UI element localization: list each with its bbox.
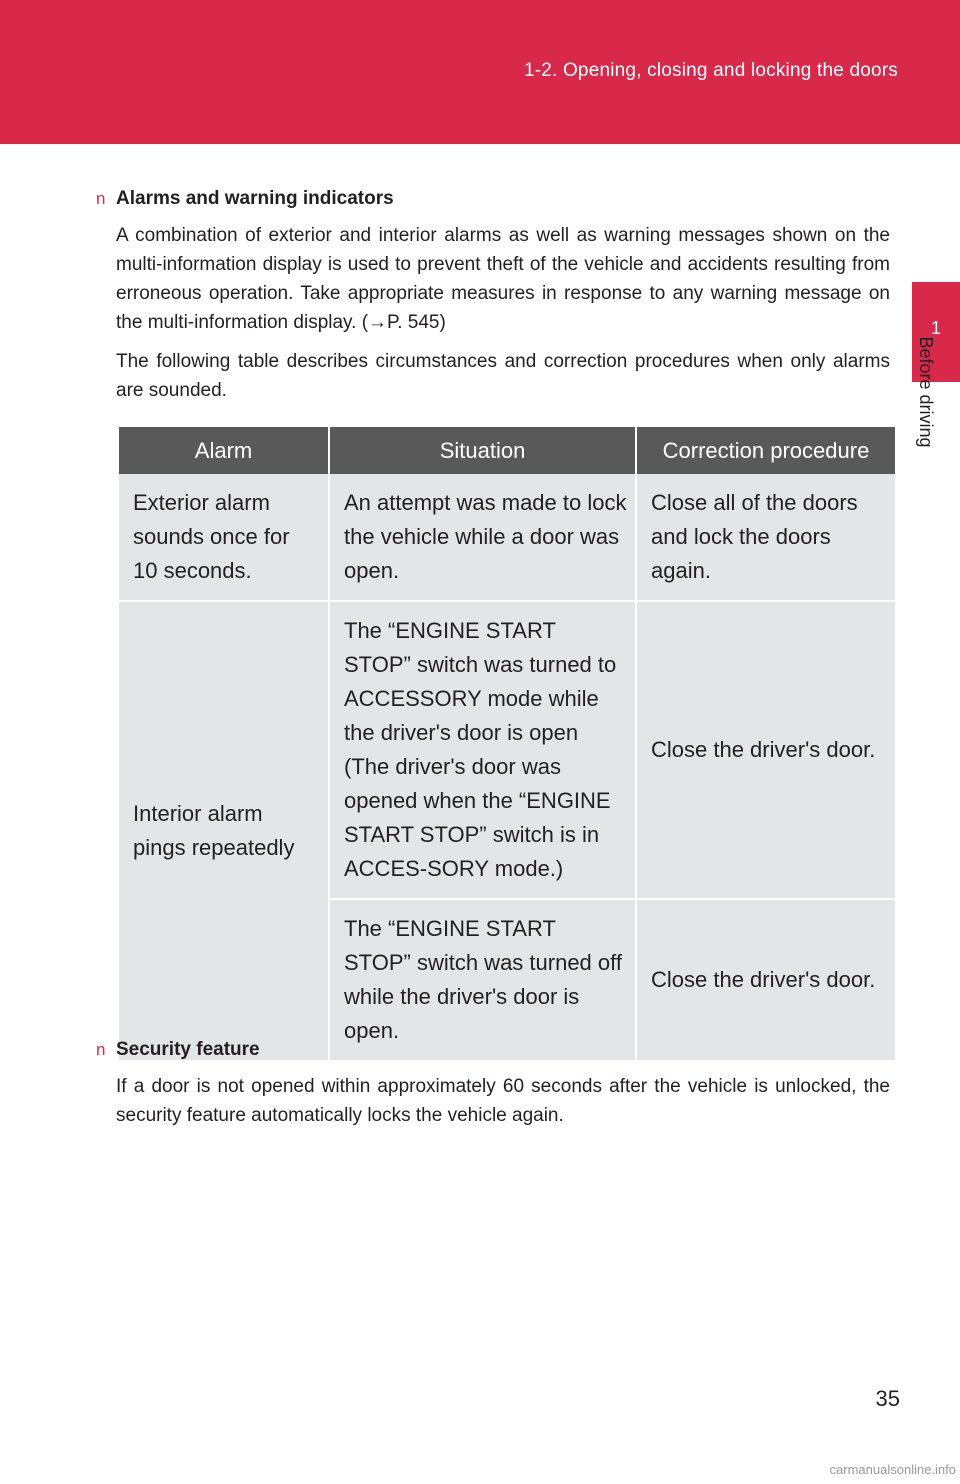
table-cell-correction: Close the driver's door.: [636, 601, 895, 899]
table-row: [119, 474, 895, 601]
table-cell-alarm: Exterior alarm sounds once for 10 seconds.: [119, 474, 329, 601]
table-cell-situation: An attempt was made to lock the vehicle while a door was open.: [329, 474, 636, 601]
chapter-number: 1: [930, 318, 941, 338]
table-cell-situation: The “ENGINE START STOP” switch was turned off while the driver's door is open.: [329, 899, 636, 1061]
square-bullet-icon: n: [96, 189, 106, 208]
section-heading: [96, 1038, 890, 1062]
table-cell-correction: Close the driver's door.: [636, 899, 895, 1061]
page-number: 35: [875, 1386, 900, 1411]
chapter-title: 1-2. Opening, closing and locking the doors: [523, 60, 898, 81]
column-header: Alarm: [119, 427, 329, 474]
paragraph: The following table describes circumstances and correction procedures when only alarms are sounded.: [116, 351, 890, 401]
section-heading-text: Security feature: [116, 1039, 260, 1060]
table-cell-correction: Close all of the doors and lock the doors again.: [636, 474, 895, 601]
section-security: [96, 1038, 890, 1130]
table-header-row: [119, 427, 895, 474]
column-header: Correction procedure: [636, 427, 895, 474]
table-cell-alarm: Interior alarm pings repeatedly: [119, 601, 329, 1061]
header-band: [0, 0, 960, 144]
section-heading-text: Alarms and warning indicators: [116, 188, 394, 209]
alarm-table: [119, 427, 895, 1062]
section-heading: [96, 187, 890, 211]
square-bullet-icon: n: [96, 1040, 106, 1059]
section-alarms: [96, 187, 890, 405]
table-cell-situation: The “ENGINE START STOP” switch was turned to ACCESSORY mode while the driver's door is open (The driver's door was opened when the “ENGINE START STOP” switch is in ACCES-SORY mode.): [329, 601, 636, 899]
watermark: carmanualsonline.info: [829, 1462, 956, 1477]
chapter-label: Before driving: [916, 336, 936, 448]
paragraph: If a door is not opened within approximately 60 seconds after the vehicle is unlocked, the security feature automatically locks the vehicle again.: [116, 1076, 890, 1126]
table-row: [119, 601, 895, 899]
paragraph: A combination of exterior and interior alarms as well as warning messages shown on the multi-information display is used to prevent theft of the vehicle and accidents resulting from erroneous operation. Take appropriate measures in response to any warning message on the multi-information display. (→P. 545): [116, 225, 890, 333]
column-header: Situation: [329, 427, 636, 474]
